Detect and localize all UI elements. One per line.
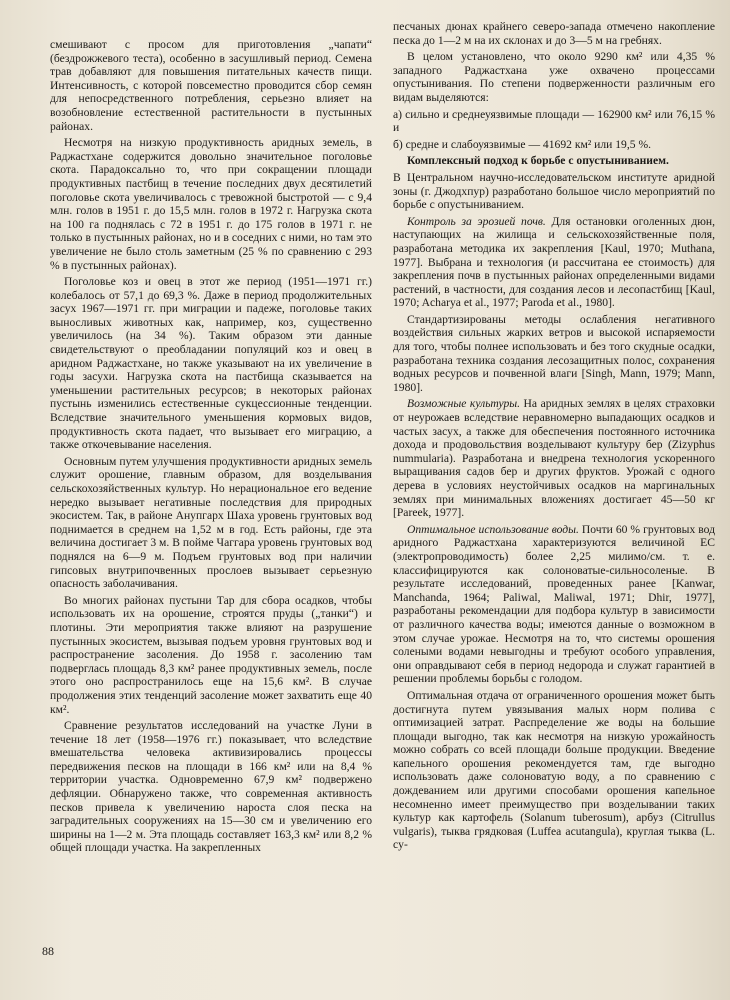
- paragraph: [50, 719, 372, 855]
- paragraph-text: Комплексный подход к борьбе с опустыниванием.: [407, 154, 669, 168]
- paragraph-text: Для остановки оголенных дюн, наступающих на жилища и сельскохозяйственные поля, разработана методика их закрепления [Kaul, 1970; Muthana, 1977]. Выбрана и технология (и рассчитана ее стоимость) для закрепления почв в пустынных районах определенными видами растений, в частности, для создания лесов и лесопастбищ [Kaul, 1970; Acharya et al., 1977; Paroda et al., 1980].: [393, 214, 715, 310]
- paragraph-text: Почти 60 % грунтовых вод аридного Раджастхана характеризуются величиной ЕС (электропроводимость) более 2,25 милимо/см. т. е. классифицируются как солоноватые-сильносоленые. В результате исследований, проведенных ранее [Kanwar, Manchanda, 1964; Paliwal, Maliwal, 1971; Dhir, 1977], разработаны рекомендации для подбора культур в зависимости от различного качества воды; имеются данные о возможном в этом случае урожае. Несмотря на то, что системы орошения солеными водами невыгодны и требуют особого управления, они оправдывают себя в период недорода и служат гарантией в решении проблемы борьбы с голодом.: [393, 522, 715, 686]
- paragraph-lead: Оптимальное использование воды.: [407, 522, 579, 536]
- paragraph: [393, 689, 715, 852]
- paragraph: [50, 594, 372, 716]
- paragraph-text: Сравнение результатов исследований на участке Луни в течение 18 лет (1958—1976 гг.) показывает, что вследствие вмешательства человека активизировались процессы передвижения песков на площади в 166 км² или на 8,4 % территории участка. Одновременно 67,9 км² подвержено дефляции. Обнаружено также, что современная активность песков привела к увеличению нароста слоя песка на заградительных сооружениях на 15—30 см и увеличению его ширины на 1—2 м. Эта площадь составляет 163,3 км² или 8,2 % общей площади участка. На закрепленных: [50, 719, 372, 855]
- left-column: [50, 38, 372, 938]
- paragraph-text: смешивают с просом для приготовления „чапати“ (бездрожжевого теста), особенно в засушливый период. Семена трав добавляют для повышения питательных качеств пищи. Интенсивность, с которой повсеместно проводится сбор семян для непосредственного потребления, серьезно влияет на возобновление естественной растительности в пустынных районах.: [50, 38, 372, 133]
- paragraph: [393, 20, 715, 47]
- paragraph-text: Несмотря на низкую продуктивность аридных земель, в Раджастхане содержится довольно значительное поголовье скота. Парадоксально то, что при сокращении площади продуктивных пастбищ в течение последних двух десятилетий поголовье скота увеличивалось с тревожной быстротой — с 9,4 млн. голов в 1951 г. до 15,5 млн. голов в 1972 г. Нагрузка скота на 100 га поднялась с 72 в 1951 г. до 175 голов в 1971 г. не только в пустынных районах, но и в соседних с ними, но там это увеличение не было столь заметным (25 % по сравнению с 293 % в пустынных районах).: [50, 136, 372, 272]
- paragraph: [393, 50, 715, 104]
- paragraph: [393, 523, 715, 686]
- paragraph: [50, 275, 372, 452]
- paragraph: [393, 138, 715, 152]
- paragraph-text: Оптимальная отдача от ограниченного орошения может быть достигнута путем увязывания малых норм полива с оптимизацией затрат. Распределение же воды на большие площади выгодно, так как несмотря на низкую урожайность можно собрать со всей площади больше продукции. Введение капельного орошения рекомендуется там, где выгодно использовать даже солоноватую воду, а по сравнению с дождеванием или другими способами орошения капельное несомненно имеет преимущество при возделывании таких культур как картофель (Solanum tuberosum), арбуз (Citrullus vulgaris), тыква грядковая (Luffea acutangula), круглая тыква (L. cy-: [393, 688, 715, 852]
- paragraph-text: а) сильно и среднеуязвимые площади — 162900 км² или 76,15 % и: [393, 107, 715, 135]
- paragraph-text: В целом установлено, что около 9290 км² или 4,35 % западного Раджастхана уже охвачено процессами опустынивания. По степени подверженности различным его видам выделяются:: [393, 50, 715, 104]
- paragraph: [50, 136, 372, 272]
- section-heading: [393, 154, 715, 168]
- paragraph: [393, 108, 715, 135]
- paragraph-text: б) средне и слабоуязвимые — 41692 км² или 19,5 %.: [393, 137, 652, 151]
- paragraph-lead: Возможные культуры.: [407, 397, 520, 411]
- paragraph-text: В Центральном научно-исследовательском институте аридной зоны (г. Джодхпур) разработано большое число мероприятий по борьбе с опустыниванием.: [393, 170, 715, 212]
- paragraph-text: Стандартизированы методы ослабления негативного воздействия сильных жарких ветров и высокой испаряемости для того, чтобы полнее использовать и без того скудные осадки, разработана техника создания лесозащитных полос, сохранения водных ресурсов и почвенной влаги [Singh, Mann, 1979; Mann, 1980].: [393, 312, 715, 394]
- paragraph: [393, 313, 715, 395]
- paragraph-text: Во многих районах пустыни Тар для сбора осадков, чтобы использовать их на орошение, строятся пруды („танки“) и плотины. Эти мероприятия также влияют на разрушение пустынных экосистем, вызывая подъем уровня грунтовых вод и распространение засоления. До 1958 г. засолению там подверглась площадь 8,3 км² ранее продуктивных земель, после этого оно распространилось еще на 15,6 км². В случае продолжения этих тенденций засоление может захватить еще 40 км².: [50, 593, 372, 716]
- paragraph-text: Основным путем улучшения продуктивности аридных земель служит орошение, главным образом, для возделывания сельскохозяйственных культур. Но нерациональное его ведение нередко вызывает негативные последствия для природных экосистем. Так, в районе Анупгарх Шаха уровень грунтовых вод поднимается в среднем на 1,52 м в год. Есть районы, где эта величина достигает 3 м. В пойме Чаггара уровень грунтовых вод поднялся на 6—9 м. Подъем грунтовых вод при наличии гипсовых внутрипочвенных прослоев вызывает серьезную опасность заболачивания.: [50, 454, 372, 591]
- right-column: [393, 20, 715, 950]
- page-number: 88: [42, 944, 54, 958]
- paragraph: [50, 455, 372, 591]
- paragraph: [393, 397, 715, 519]
- paragraph-text: песчаных дюнах крайнего северо-запада отмечено накопление песка до 1—2 м на их склонах и до 3—5 м на гребнях.: [393, 20, 715, 47]
- paragraph-text: На аридных землях в целях страховки от неурожаев вследствие неравномерно выпадающих осадков и частых засух, а также для обеспечения постоянного источника дохода и продовольствия возделывают культуру бер (Zizyphus nummularia). Разработана и внедрена технология ускоренного выращивания садов бер и других фруктов. Урожай с одного дерева в условиях неустойчивых осадков на маргинальных землях при минимальных вложениях достигает 45—50 кг [Pareek, 1977].: [393, 397, 715, 520]
- paragraph: [393, 171, 715, 212]
- paragraph-lead: Контроль за эрозией почв.: [407, 214, 546, 228]
- paragraph-text: Поголовье коз и овец в этот же период (1951—1971 гг.) колебалось от 57,1 до 69,3 %. Даже в период продолжительных засух 1967—1971 гг. при миграции и падеже, поголовье таких выносливых животных как, например, коз, существенно увеличилось (на 34 %). Таким образом эти данные свидетельствуют о преобладании популяций коз и овец в аридном Раджастхане, но также указывают на их увеличение в годы засухи. Нагрузка скота на пастбища сказывается на уменьшении растительных ресурсов; в некоторых районах пустынь изменились естественные сукцессионные тенденции. Вследствие значительного уменьшения кормовых видов, продуктивность скота падает, что вызывает его миграцию, а также откочевывание населения.: [50, 275, 372, 452]
- paragraph: [50, 38, 372, 133]
- paragraph: [393, 215, 715, 310]
